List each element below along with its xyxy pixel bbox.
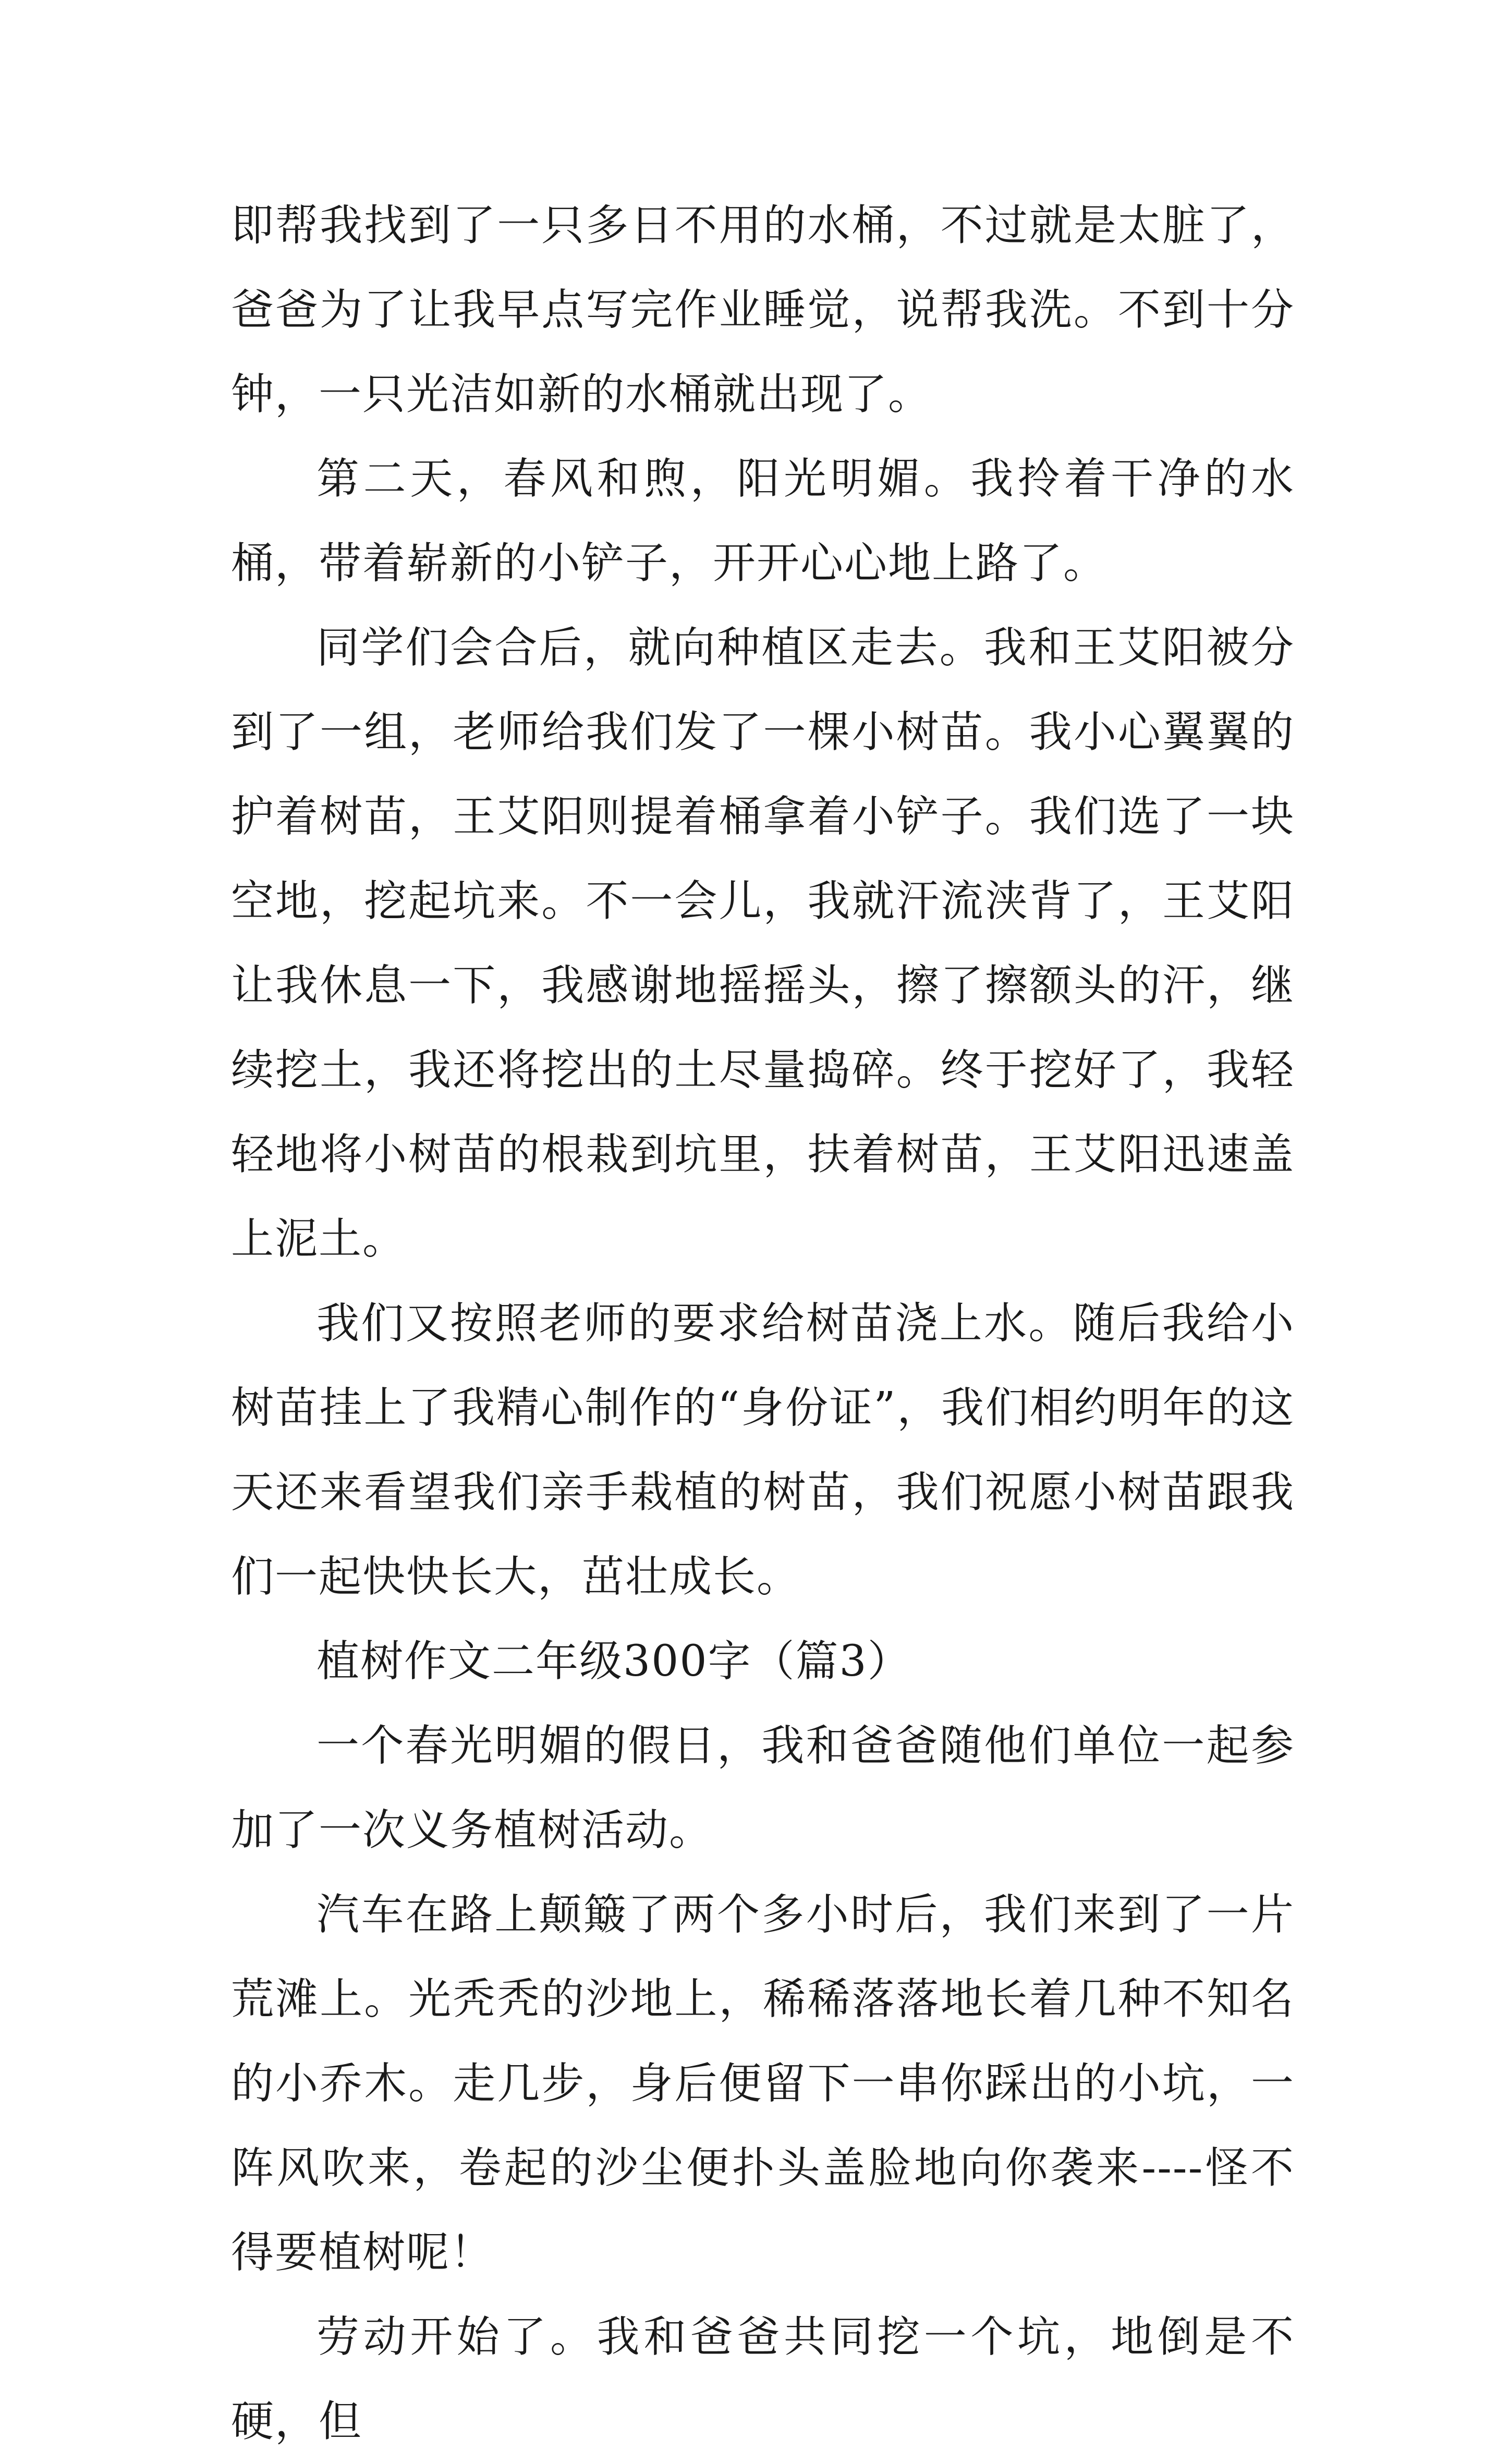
paragraph: 第二天，春风和煦，阳光明媚。我拎着干净的水桶，带着崭新的小铲子，开开心心地上路了。 [231, 454, 1295, 588]
paragraph: 一个春光明媚的假日，我和爸爸随他们单位一起参加了一次义务植树活动。 [231, 1721, 1295, 1855]
paragraph: 我们又按照老师的要求给树苗浇上水。随后我给小树苗挂上了我精心制作的“身份证”，我们相约明年的这天还来看望我们亲手栽植的树苗，我们祝愿小树苗跟我们一起快快长大，茁壮成长。 [231, 1299, 1295, 1602]
document-body [231, 184, 1295, 2464]
section-heading: 植树作文二年级300字（篇3） [317, 1637, 911, 1686]
paragraph-continuation: 即帮我找到了一只多日不用的水桶，不过就是太脏了，爸爸为了让我早点写完作业睡觉，说帮我洗。不到十分钟，一只光洁如新的水桶就出现了。 [231, 201, 1295, 419]
paragraph: 汽车在路上颠簸了两个多小时后，我们来到了一片荒滩上。光秃秃的沙地上，稀稀落落地长着几种不知名的小乔木。走几步，身后便留下一串你踩出的小坑，一阵风吹来，卷起的沙尘便扑头盖脸地向你袭来----怪不得要植树呢！ [231, 1890, 1295, 2277]
paragraph: 劳动开始了。我和爸爸共同挖一个坑，地倒是不硬，但 [231, 2312, 1295, 2446]
paragraph: 同学们会合后，就向种植区走去。我和王艾阳被分到了一组，老师给我们发了一棵小树苗。我小心翼翼的护着树苗，王艾阳则提着桶拿着小铲子。我们选了一块空地，挖起坑来。不一会儿，我就汗流浃背了，王艾阳让我休息一下，我感谢地摇摇头，擦了擦额头的汗，继续挖土，我还将挖出的土尽量捣碎。终于挖好了，我轻轻地将小树苗的根栽到坑里，扶着树苗，王艾阳迅速盖上泥土。 [231, 623, 1295, 1264]
